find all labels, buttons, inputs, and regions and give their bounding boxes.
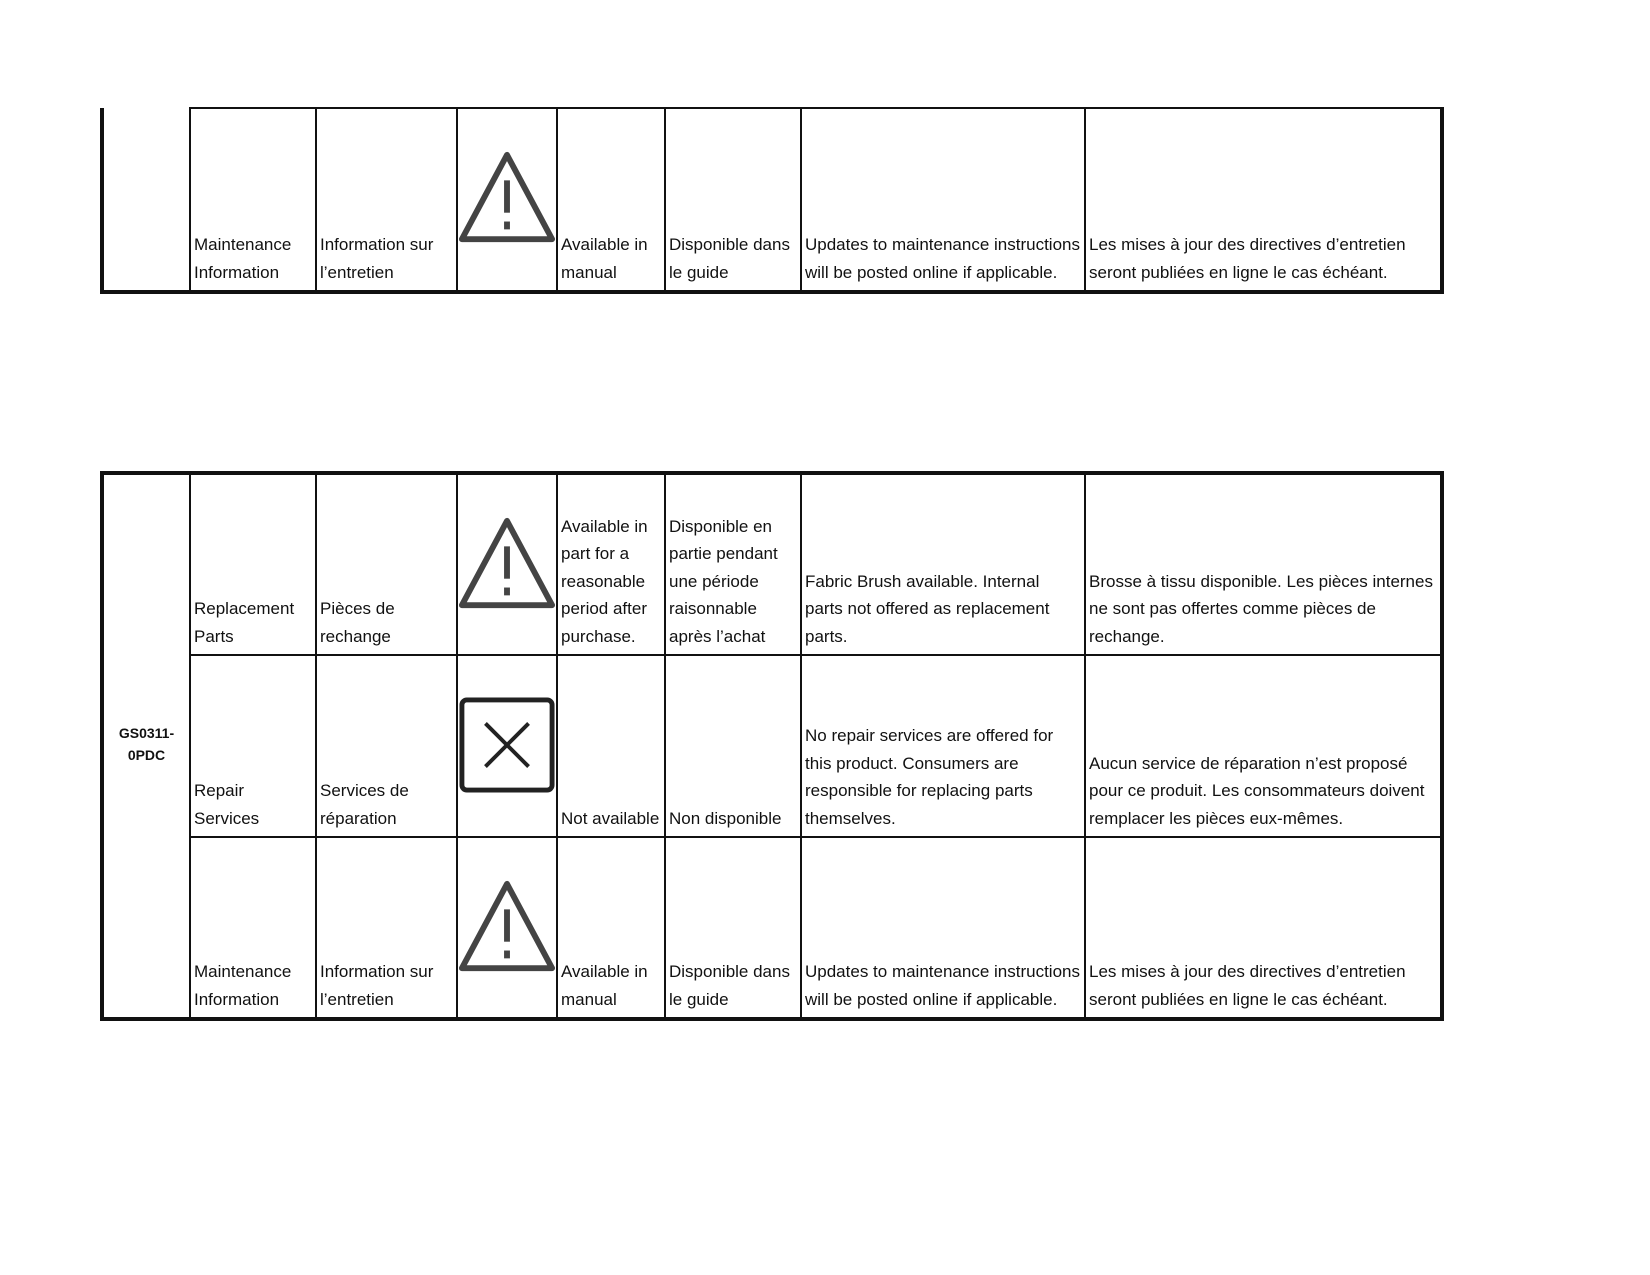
english-status: Available in manual [557, 837, 665, 1019]
french-note: Aucun service de réparation n’est proposé pour ce produit. Les consommateurs doivent remplacer les pièces eux-mêmes. [1085, 655, 1442, 837]
french-status: Disponible dans le guide [665, 108, 801, 292]
warning-icon [458, 878, 556, 976]
table-row [102, 108, 1442, 292]
warning-icon [458, 149, 556, 247]
english-note: Fabric Brush available. Internal parts not offered as replacement parts. [801, 473, 1085, 655]
english-title: Maintenance Information [190, 837, 316, 1019]
english-title: Maintenance Information [190, 108, 316, 292]
product-number-cell [102, 108, 190, 292]
french-title: Pièces de rechange [316, 473, 457, 655]
french-status: Disponible dans le guide [665, 837, 801, 1019]
table-row [102, 655, 1442, 837]
french-status: Disponible en partie pendant une période raisonnable après l’achat [665, 473, 801, 655]
english-note: Updates to maintenance instructions will be posted online if applicable. [801, 837, 1085, 1019]
english-note: Updates to maintenance instructions will be posted online if applicable. [801, 108, 1085, 292]
english-status: Not available [557, 655, 665, 837]
french-note: Les mises à jour des directives d’entretien seront publiées en ligne le cas échéant. [1085, 108, 1442, 292]
french-note: Les mises à jour des directives d’entretien seront publiées en ligne le cas échéant. [1085, 837, 1442, 1019]
english-status: Available in part for a reasonable period after purchase. [557, 473, 665, 655]
table-row [102, 473, 1442, 655]
repairability-table-continued [100, 107, 1444, 294]
warning-icon [458, 515, 556, 613]
english-note: No repair services are offered for this product. Consumers are responsible for replacing parts themselves. [801, 655, 1085, 837]
french-title: Services de réparation [316, 655, 457, 837]
repairability-table [100, 471, 1444, 1021]
x-box-icon [458, 696, 556, 794]
table-row [102, 837, 1442, 1019]
english-title: Repair Services [190, 655, 316, 837]
status-icon-cell [457, 473, 557, 655]
status-icon-cell [457, 837, 557, 1019]
french-title: Information sur l’entretien [316, 108, 457, 292]
status-icon-cell [457, 655, 557, 837]
french-note: Brosse à tissu disponible. Les pièces internes ne sont pas offertes comme pièces de rechange. [1085, 473, 1442, 655]
english-title: Replacement Parts [190, 473, 316, 655]
french-title: Information sur l’entretien [316, 837, 457, 1019]
product-number: GS0311-0PDC [102, 473, 190, 1019]
french-status: Non disponible [665, 655, 801, 837]
english-status: Available in manual [557, 108, 665, 292]
status-icon-cell [457, 108, 557, 292]
